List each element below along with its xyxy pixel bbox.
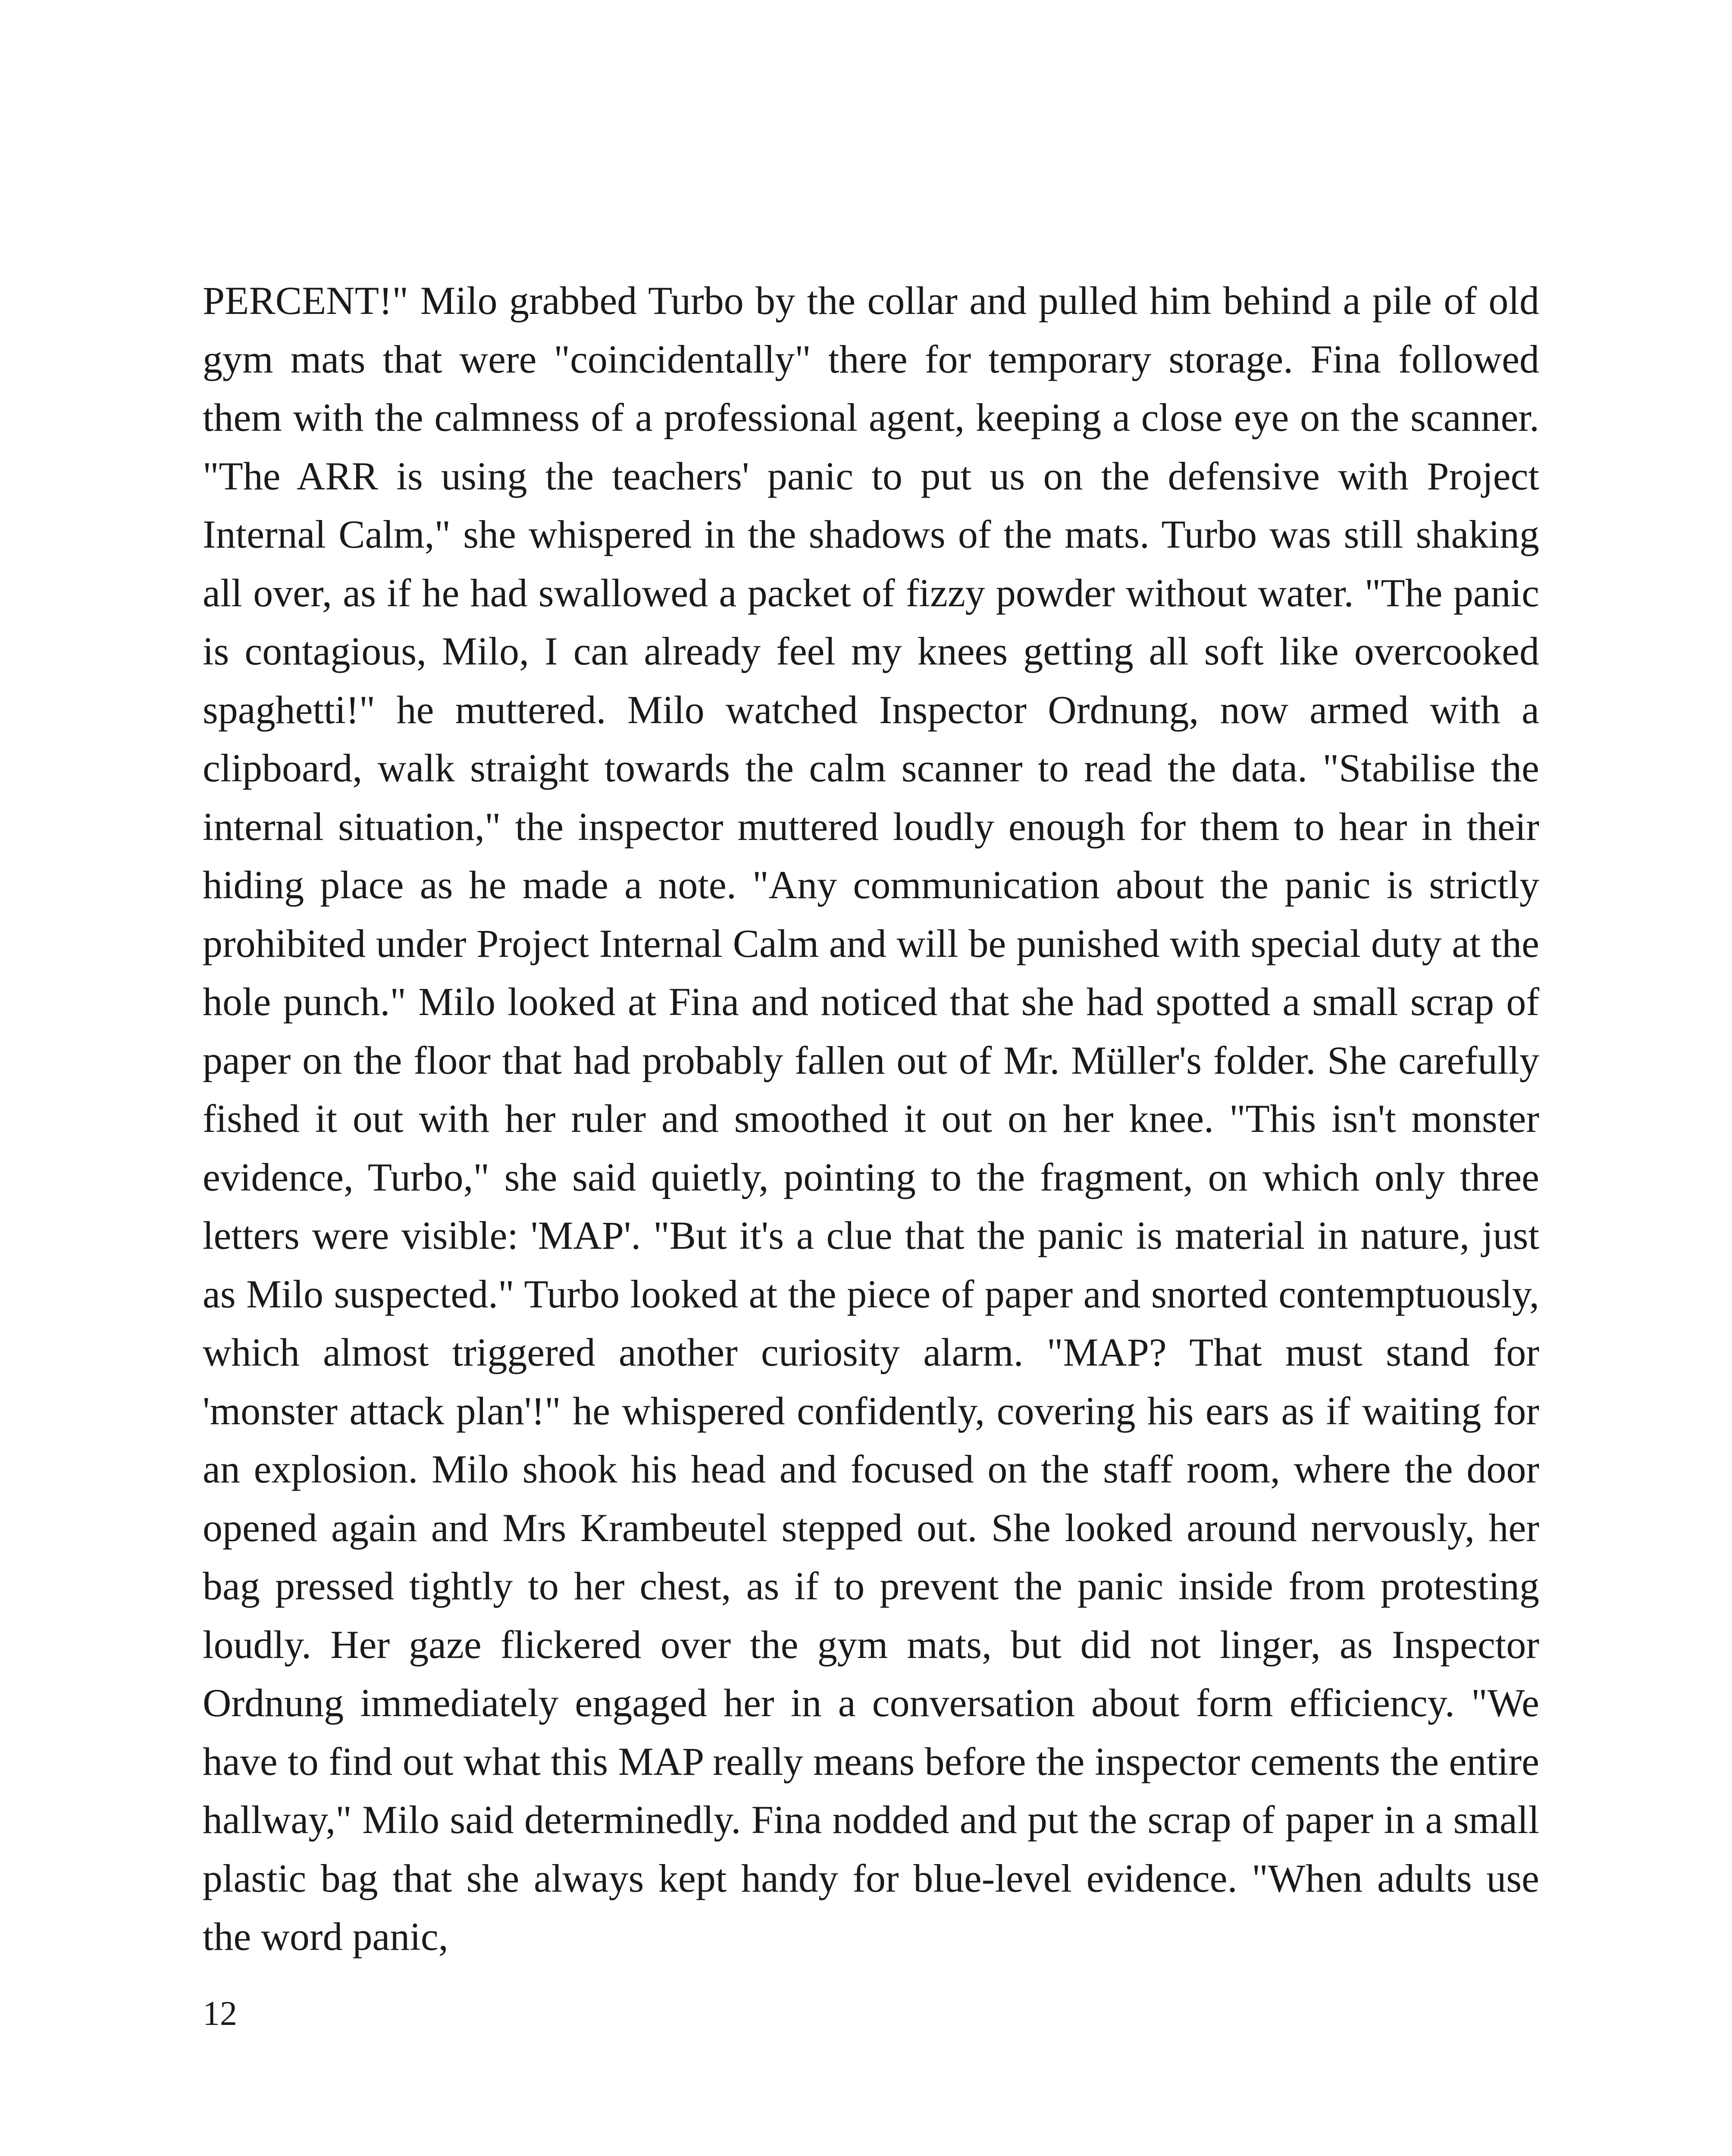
page-number: 12 <box>203 1995 237 2033</box>
body-paragraph: PERCENT!" Milo grabbed Turbo by the collar and pulled him behind a pile of old gym mats that were "coincidentally" there for temporary storage. Fina followed them with the calmness of a professional agent, keeping a close eye on the scanner. "The ARR is using the teachers' panic to put us on the defensive with Project Internal Calm," she whispered in the shadows of the mats. Turbo was still shaking all over, as if he had swallowed a packet of fizzy powder without water. "The panic is contagious, Milo, I can already feel my knees getting all soft like overcooked spaghetti!" he muttered. Milo watched Inspector Ordnung, now armed with a clipboard, walk straight towards the calm scanner to read the data. "Stabilise the internal situation," the inspector muttered loudly enough for them to hear in their hiding place as he made a note. "Any communication about the panic is strictly prohibited under Project Internal Calm and will be punished with special duty at the hole punch." Milo looked at Fina and noticed that she had spotted a small scrap of paper on the floor that had probably fallen out of Mr. Müller's folder. She carefully fished it out with her ruler and smoothed it out on her knee. "This isn't monster evidence, Turbo," she said quietly, pointing to the fragment, on which only three letters were visible: 'MAP'. "But it's a clue that the panic is material in nature, just as Milo suspected." Turbo looked at the piece of paper and snorted contemptuously, which almost triggered another curiosity alarm. "MAP? That must stand for 'monster attack plan'!" he whispered confidently, covering his ears as if waiting for an explosion. Milo shook his head and focused on the staff room, where the door opened again and Mrs Krambeutel stepped out. She looked around nervously, her bag pressed tightly to her chest, as if to prevent the panic inside from protesting loudly. Her gaze flickered over the gym mats, but did not linger, as Inspector Ordnung immediately engaged her in a conversation about form efficiency. "We have to find out what this MAP really means before the inspector cements the entire hallway," Milo said determinedly. Fina nodded and put the scrap of paper in a small plastic bag that she always kept handy for blue-level evidence. "When adults use the word panic, <box>203 279 1539 1959</box>
